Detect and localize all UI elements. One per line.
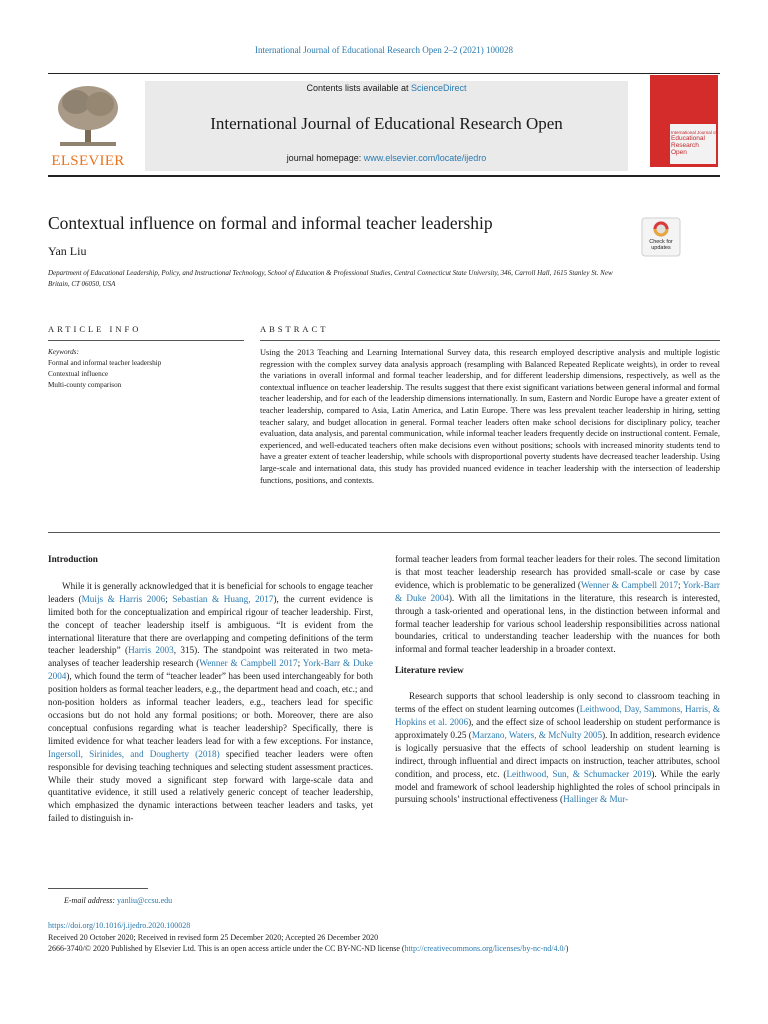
email-link[interactable]: yanliu@ccsu.edu bbox=[117, 896, 173, 905]
sciencedirect-link[interactable]: ScienceDirect bbox=[411, 83, 467, 93]
cover-line: International Journal of bbox=[671, 130, 717, 135]
literature-review-heading: Literature review bbox=[395, 665, 464, 676]
literature-review-paragraph bbox=[395, 690, 720, 806]
footnote bbox=[64, 896, 172, 905]
citation-link[interactable]: York-Barr & Duke 2004 bbox=[395, 579, 720, 603]
paragraph-text: Research supports that school leadership is only second to classroom teaching in terms of the effect on student learning outcomes ( bbox=[395, 691, 720, 715]
publisher-wordmark: ELSEVIER bbox=[51, 153, 125, 169]
article-dates: Received 20 October 2020; Received in revised form 25 December 2020; Accepted 26 December 2020 bbox=[48, 932, 379, 942]
cover-line: Open bbox=[671, 149, 687, 156]
doi-link[interactable]: https://doi.org/10.1016/j.ijedro.2020.100028 bbox=[48, 921, 191, 930]
citation-link[interactable]: Hallinger & Mur- bbox=[563, 794, 629, 805]
paragraph-text: ), which found the term of “teacher leader” has been used interchangeably for both position holders as formal teacher leaders, e.g., the department head and coach, etc.; and non-position holders as informal teacher leaders, e.g., teachers lead for specific occasions but do not hold any formal positions; or both. Moreover, there are also conceptual confusions regarding what is teacher leadership? Specifically, there is limited evidence for what teacher leaders lead for with a few exceptions. For instance, bbox=[48, 671, 373, 746]
check-for-updates-label: Check for updates bbox=[649, 239, 673, 251]
paragraph-text: ), the current evidence is limited both for the conceptualization and empirical rigour of teacher leadership. First, the concept of teacher leadership itself is ambiguous. “It is evident from the international literature that there are overlapping and competing definitions of the term teacher leadership” ( bbox=[48, 593, 373, 656]
paragraph-text: ; bbox=[165, 593, 173, 604]
header-rule-top bbox=[48, 73, 720, 74]
homepage-link[interactable]: www.elsevier.com/locate/ijedro bbox=[363, 153, 487, 163]
introduction-heading: Introduction bbox=[48, 554, 98, 564]
email-label: E-mail address: bbox=[64, 896, 118, 905]
keywords-label: Keywords: bbox=[48, 348, 79, 356]
journal-citation: International Journal of Educational Research Open 2–2 (2021) 100028 bbox=[255, 45, 513, 55]
author-name: Yan Liu bbox=[48, 244, 87, 258]
homepage-prefix: journal homepage: bbox=[286, 153, 364, 163]
article-info-heading: ARTICLE INFO bbox=[48, 324, 142, 334]
citation-link[interactable]: Muijs & Harris 2006 bbox=[81, 593, 166, 604]
abstract-bottom-rule bbox=[48, 532, 720, 533]
homepage-line bbox=[145, 153, 628, 163]
citation-link[interactable]: Harris 2003 bbox=[128, 645, 174, 656]
citation-link[interactable]: York-Barr & Duke 2004 bbox=[48, 658, 373, 682]
footnote-rule bbox=[48, 888, 148, 889]
introduction-paragraph bbox=[48, 580, 373, 825]
paragraph-text: specified teacher leaders were often responsible for devising teaching techniques and selecting student assessment practices. While their study moved a significant step forward with large-scale data and quantitative evidence, it still used a relatively generic concept of teacher leadership, which emphasized the dynamic interactions between teacher leaders and tasks, yet failed to distinguish in- bbox=[48, 748, 373, 824]
license-line bbox=[48, 943, 728, 955]
paragraph-text: ; bbox=[297, 658, 303, 669]
body-column-left bbox=[48, 553, 373, 825]
contents-line bbox=[145, 83, 628, 93]
journal-title: International Journal of Educational Research Open bbox=[210, 114, 563, 133]
citation-link[interactable]: Ingersoll, Sirinides, and Dougherty (2018) bbox=[48, 748, 220, 759]
paragraph-text: ), and the effect size of school leadership on student performance is approximately 0.25 ( bbox=[395, 716, 720, 740]
license-suffix: ) bbox=[565, 944, 569, 953]
keyword: Multi-county comparison bbox=[48, 381, 122, 389]
paragraph-text: ). With all the limitations in the literature, this research is interested, through a task-oriented and operational lens, in the distinction between informal and formal teacher leadership for various school leadership responsibilities across national boundaries, critical to understanding teacher leadership with the nuances for both informal and formal teacher leadership in a broader context. bbox=[395, 592, 720, 655]
keyword: Contextual influence bbox=[48, 370, 109, 378]
article-info-rule bbox=[48, 340, 244, 341]
abstract-rule bbox=[260, 340, 720, 341]
paragraph-text: ). In addition, research evidence is logically persuasive that the effects of school leadership on student learning is indirect, through influential and direct impacts on instruction, teacher attributes, school condition, and process, etc. ( bbox=[395, 729, 720, 779]
citation-link[interactable]: Leithwood, Day, Sammons, Harris, & Hopkins et al. 2006 bbox=[395, 704, 720, 727]
body-column-right bbox=[395, 553, 720, 806]
abstract-heading: ABSTRACT bbox=[260, 324, 329, 334]
paragraph-text: , 315). The standpoint was reiterated in two meta-analyses of teacher leadership research ( bbox=[48, 645, 373, 669]
paragraph-text: ). While the early model and framework of school leadership highlighted the roles of school principals in pursuing schools’ instructional effectiveness ( bbox=[395, 768, 720, 805]
header-rule-bottom bbox=[48, 175, 720, 177]
article-title: Contextual influence on formal and informal teacher leadership bbox=[48, 213, 493, 233]
paragraph-text: formal teacher leaders from formal teacher leaders for their roles. The second limitation is that most teacher leadership research has provided small-scale or case by case evidence, which is problematic to be generalized ( bbox=[395, 554, 720, 590]
paragraph-text: While it is generally acknowledged that it is beneficial for schools to engage teacher leaders ( bbox=[48, 580, 373, 604]
keywords-block bbox=[48, 347, 244, 391]
citation-link[interactable]: Sebastian & Huang, 2017 bbox=[172, 593, 274, 604]
journal-cover-title bbox=[671, 130, 717, 156]
author-affiliation: Department of Educational Leadership, Policy, and Instructional Technology, School of Education & Professional Studies, Central Connecticut State University, 346, Carroll Hall, 1615 Stanley St. New Britain, CT 06050, USA bbox=[48, 269, 613, 288]
citation-link[interactable]: Marzano, Waters, & McNulty 2005 bbox=[471, 729, 603, 740]
contents-prefix: Contents lists available at bbox=[306, 83, 412, 93]
keyword: Formal and informal teacher leadership bbox=[48, 359, 162, 367]
paragraph-text: ; bbox=[677, 579, 683, 590]
cover-line: Research bbox=[671, 142, 699, 149]
abstract-text: Using the 2013 Teaching and Learning International Survey data, this research employed descriptive analysis and multiple logistic regression with the complex survey data analysis approach (resampling with Balanced Repeated Replicate weights), in order to reveal the variations in overall informal and formal teacher leadership, and for different leadership dimensions, respectively, as well as the contextual influence on teacher leadership. The results suggest that there exist significant variations between general informal and formal teacher leadership, and for each of the leadership dimensions internationally. In sum, Eastern and Nordic Europe have a greater extent of teacher leadership, compared to Asia, Latin America, and Latin Europe. There was less prevalent teacher leadership in hiring, setting teacher salary, and budget allocation in general. Formal teacher leaders often make school decisions for disciplinary policy, teacher evaluation, data analysis, and parental communication, while informal teacher leaders frequently decide on instructional content. Female, experienced, and well-educated teachers often make decisions even without positions; schools with increased minority students tend to have a greater extent of teacher leadership, while schools with disproportional poverty students have decreased teacher leadership. Using large-scale and international data, this study has provided nuanced evidence in teacher leadership with the intersection of leadership functions, positions, and contexts. bbox=[260, 348, 720, 485]
article-footer bbox=[48, 920, 728, 955]
citation-link[interactable]: Wenner & Campbell 2017 bbox=[580, 579, 678, 590]
introduction-paragraph-continued bbox=[395, 553, 720, 656]
license-link[interactable]: http://creativecommons.org/licenses/by-nc-nd/4.0/ bbox=[404, 944, 566, 953]
citation-link[interactable]: Wenner & Campbell 2017 bbox=[199, 658, 298, 669]
check-for-updates-icon[interactable] bbox=[641, 217, 681, 257]
license-prefix: 2666-3740/© 2020 Published by Elsevier Ltd. This is an open access article under the CC BY-NC-ND license ( bbox=[48, 944, 405, 953]
cover-line: Educational bbox=[671, 135, 705, 142]
citation-link[interactable]: Leithwood, Sun, & Schumacker 2019 bbox=[506, 768, 652, 779]
